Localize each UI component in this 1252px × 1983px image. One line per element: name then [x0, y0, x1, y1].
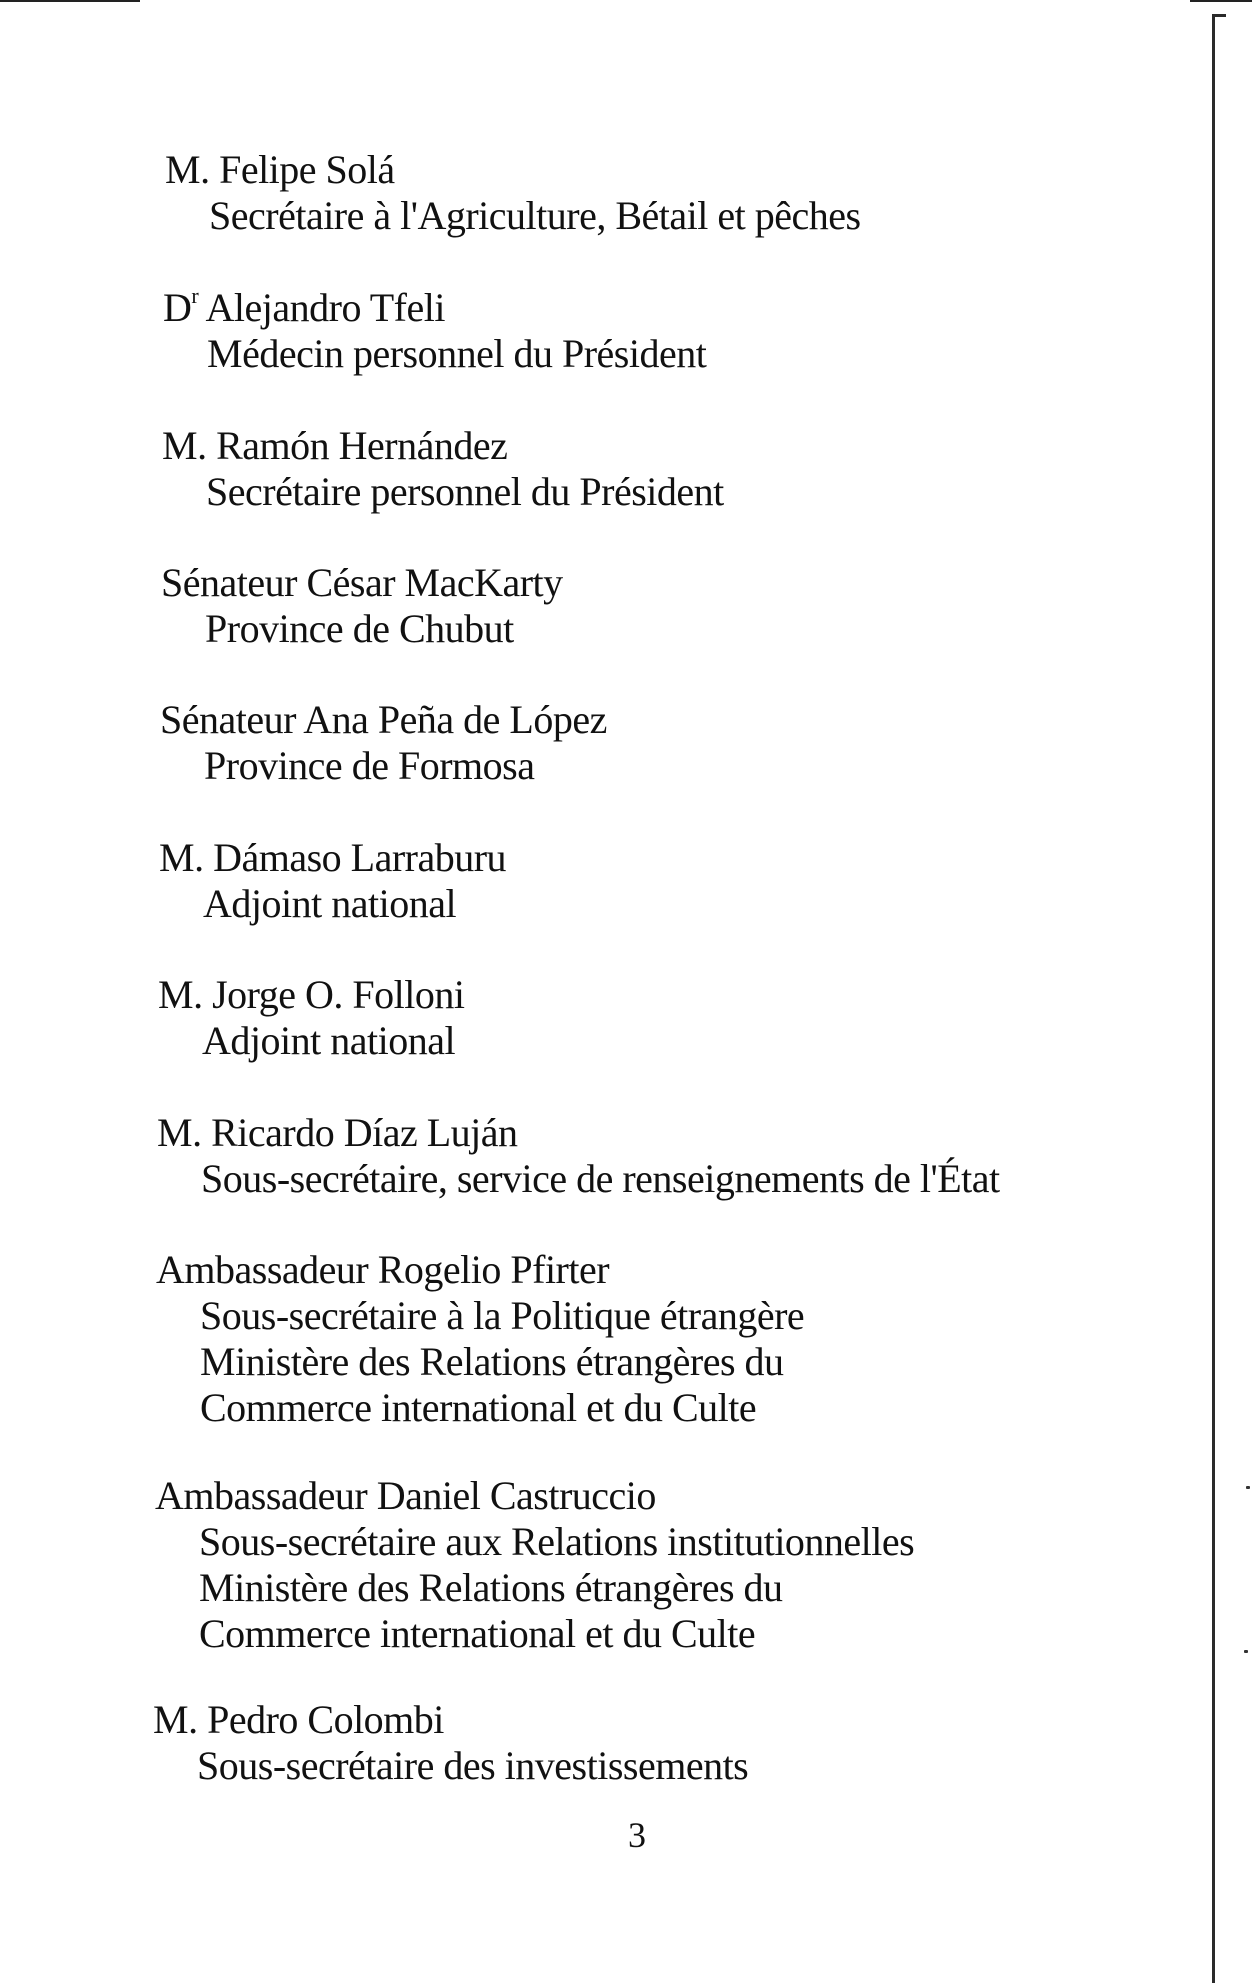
- person-name: Sénateur Ana Peña de López: [160, 697, 607, 742]
- title-superscript: r: [191, 283, 199, 308]
- list-item: [157, 1110, 1000, 1202]
- person-name-text: Alejandro Tfeli: [205, 285, 445, 330]
- person-name: M. Pedro Colombi: [153, 1697, 444, 1742]
- person-name: M. Ramón Hernández: [162, 423, 508, 468]
- page-edge-tick: [1212, 14, 1226, 17]
- person-role: Commerce international et du Culte: [199, 1611, 756, 1656]
- person-name: [163, 285, 706, 331]
- scan-speck: [1244, 1650, 1248, 1653]
- list-item: [163, 285, 706, 377]
- page-number: 3: [628, 1815, 646, 1855]
- person-name: Ambassadeur Rogelio Pfirter: [156, 1247, 610, 1292]
- person-role: Commerce international et du Culte: [200, 1385, 757, 1430]
- person-role: Sous-secrétaire des investissements: [197, 1743, 749, 1788]
- person-name: M. Dámaso Larraburu: [159, 835, 507, 880]
- person-name: Sénateur César MacKarty: [161, 560, 563, 605]
- list-item: [153, 1697, 748, 1789]
- person-name: M. Jorge O. Folloni: [158, 972, 465, 1017]
- person-name: M. Ricardo Díaz Luján: [157, 1110, 518, 1155]
- list-item: [158, 972, 464, 1064]
- person-role: Adjoint national: [202, 1018, 456, 1063]
- scan-speck: [1246, 1486, 1250, 1489]
- person-name: Ambassadeur Daniel Castruccio: [155, 1473, 656, 1518]
- page-edge-line: [1212, 14, 1215, 1983]
- list-item: [161, 560, 563, 652]
- person-role: Sous-secrétaire à la Politique étrangère: [200, 1293, 805, 1338]
- person-role: Adjoint national: [203, 881, 457, 926]
- title-prefix: D: [163, 285, 192, 330]
- list-item: [155, 1473, 914, 1657]
- person-role: Secrétaire personnel du Président: [206, 469, 724, 514]
- person-role: Province de Formosa: [204, 743, 535, 788]
- person-role: Sous-secrétaire aux Relations institutionnelles: [199, 1519, 915, 1564]
- person-role: Secrétaire à l'Agriculture, Bétail et pêches: [209, 193, 861, 238]
- person-role: Médecin personnel du Président: [207, 331, 707, 376]
- list-item: [162, 423, 724, 515]
- person-role: Sous-secrétaire, service de renseignements de l'État: [201, 1156, 1000, 1201]
- list-item: [160, 697, 607, 789]
- list-item: [165, 147, 861, 239]
- person-role: Ministère des Relations étrangères du: [199, 1565, 783, 1610]
- person-name: M. Felipe Solá: [165, 147, 395, 192]
- person-role: Ministère des Relations étrangères du: [200, 1339, 784, 1384]
- list-item: [159, 835, 506, 927]
- person-role: Province de Chubut: [205, 606, 514, 651]
- list-item: [156, 1247, 804, 1431]
